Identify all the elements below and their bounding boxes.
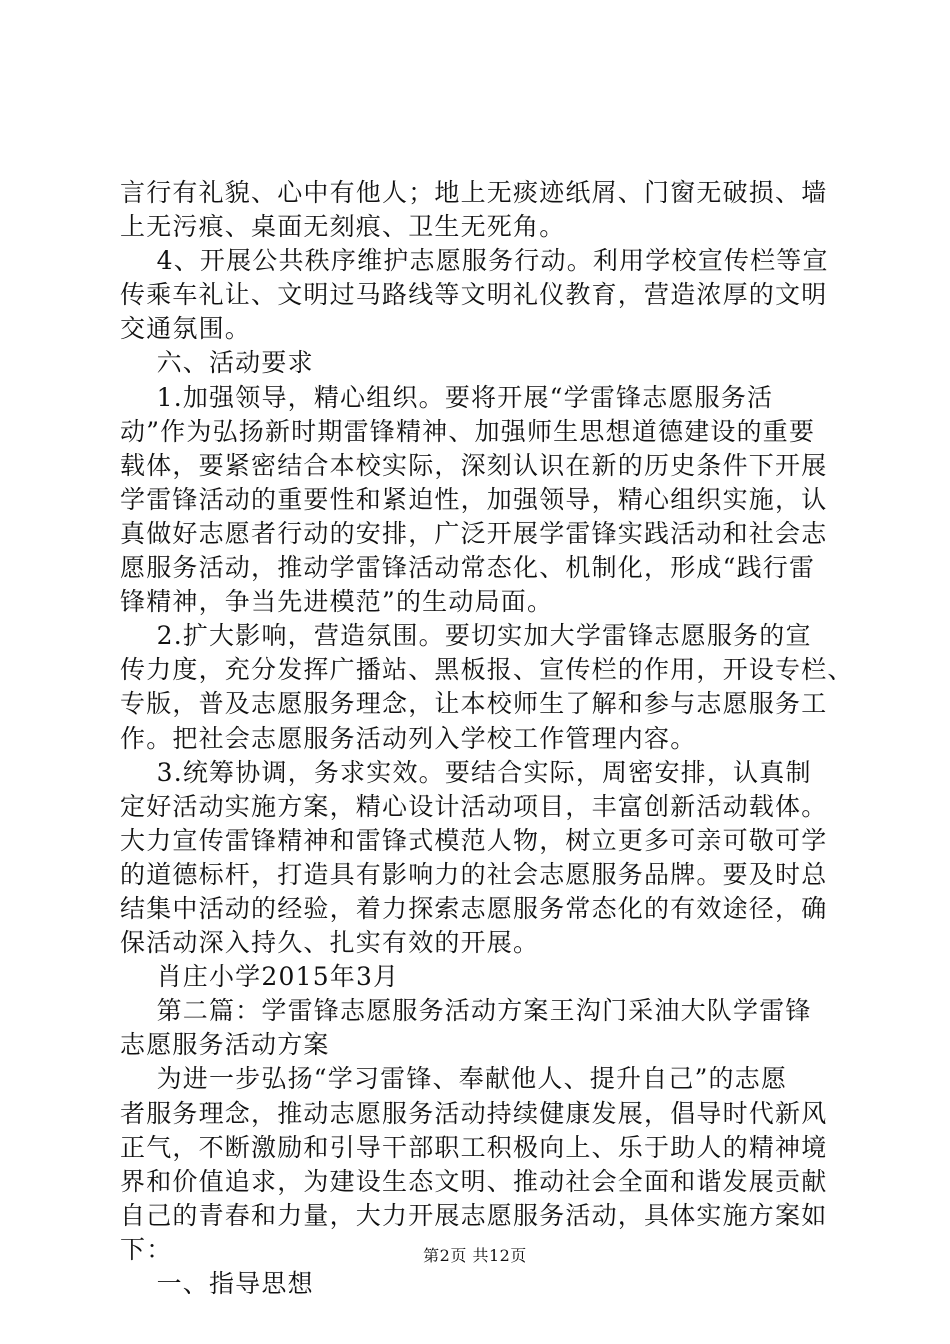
page-number-footer: 第2页 共12页 bbox=[423, 1246, 527, 1265]
text-line: 2.扩大影响，营造氛围。要切实加大学雷锋志愿服务的宣 bbox=[120, 621, 812, 651]
text-line: 传力度，充分发挥广播站、黑板报、宣传栏的作用，开设专栏、 bbox=[120, 655, 854, 685]
text-line: 下： bbox=[120, 1234, 173, 1264]
text-line: 言行有礼貌、心中有他人；地上无痰迹纸屑、门窗无破损、墙 bbox=[120, 178, 828, 207]
text-line: 结集中活动的经验，着力探索志愿服务常态化的有效途径，确 bbox=[120, 893, 828, 923]
signature-date-line: 肖庄小学2015年3月 bbox=[120, 962, 400, 992]
text-line: 3.统筹协调，务求实效。要结合实际，周密安排，认真制 bbox=[120, 757, 812, 787]
document-body bbox=[120, 176, 854, 1301]
text-line: 为进一步弘扬“学习雷锋、奉献他人、提升自己”的志愿 bbox=[120, 1064, 788, 1094]
text-line: 正气，不断激励和引导干部职工积极向上、乐于助人的精神境 bbox=[120, 1132, 828, 1162]
section-heading: 一、指导思想 bbox=[120, 1269, 314, 1298]
text-line: 传乘车礼让、文明过马路线等文明礼仪教育，营造浓厚的文明 bbox=[120, 280, 828, 310]
text-line: 上无污痕、桌面无刻痕、卫生无死角。 bbox=[120, 212, 566, 242]
text-line: 愿服务活动，推动学雷锋活动常态化、机制化，形成“践行雷 bbox=[120, 553, 816, 583]
text-line: 自己的青春和力量，大力开展志愿服务活动，具体实施方案如 bbox=[120, 1200, 828, 1230]
chapter-title-line: 第二篇：学雷锋志愿服务活动方案王沟门采油大队学雷锋 bbox=[120, 996, 812, 1026]
text-line: 真做好志愿者行动的安排，广泛开展学雷锋实践活动和社会志 bbox=[120, 518, 828, 548]
section-heading: 六、活动要求 bbox=[120, 348, 314, 378]
text-line: 大力宣传雷锋精神和雷锋式模范人物，树立更多可亲可敬可学 bbox=[120, 825, 828, 855]
text-line: 4、开展公共秩序维护志愿服务行动。利用学校宣传栏等宣 bbox=[120, 246, 829, 276]
text-line: 定好活动实施方案，精心设计活动项目，丰富创新活动载体。 bbox=[120, 791, 828, 821]
text-line: 作。把社会志愿服务活动列入学校工作管理内容。 bbox=[120, 723, 697, 753]
text-line: 动”作为弘扬新时期雷锋精神、加强师生思想道德建设的重要 bbox=[120, 416, 816, 446]
text-line: 的道德标杆，打造具有影响力的社会志愿服务品牌。要及时总 bbox=[120, 859, 828, 889]
text-line: 1.加强领导，精心组织。要将开展“学雷锋志愿服务活 bbox=[120, 382, 774, 412]
text-line: 保活动深入持久、扎实有效的开展。 bbox=[120, 928, 540, 958]
text-line: 界和价值追求，为建设生态文明、推动社会全面和谐发展贡献 bbox=[120, 1166, 828, 1196]
text-line: 学雷锋活动的重要性和紧迫性，加强领导，精心组织实施，认 bbox=[120, 484, 828, 514]
chapter-title-line: 志愿服务活动方案 bbox=[120, 1030, 330, 1060]
text-line: 者服务理念，推动志愿服务活动持续健康发展，倡导时代新风 bbox=[120, 1098, 828, 1128]
text-line: 载体，要紧密结合本校实际，深刻认识在新的历史条件下开展 bbox=[120, 450, 828, 480]
text-line: 锋精神，争当先进模范”的生动局面。 bbox=[120, 587, 554, 617]
text-line: 专版，普及志愿服务理念，让本校师生了解和参与志愿服务工 bbox=[120, 689, 828, 719]
text-line: 交通氛围。 bbox=[120, 314, 252, 344]
